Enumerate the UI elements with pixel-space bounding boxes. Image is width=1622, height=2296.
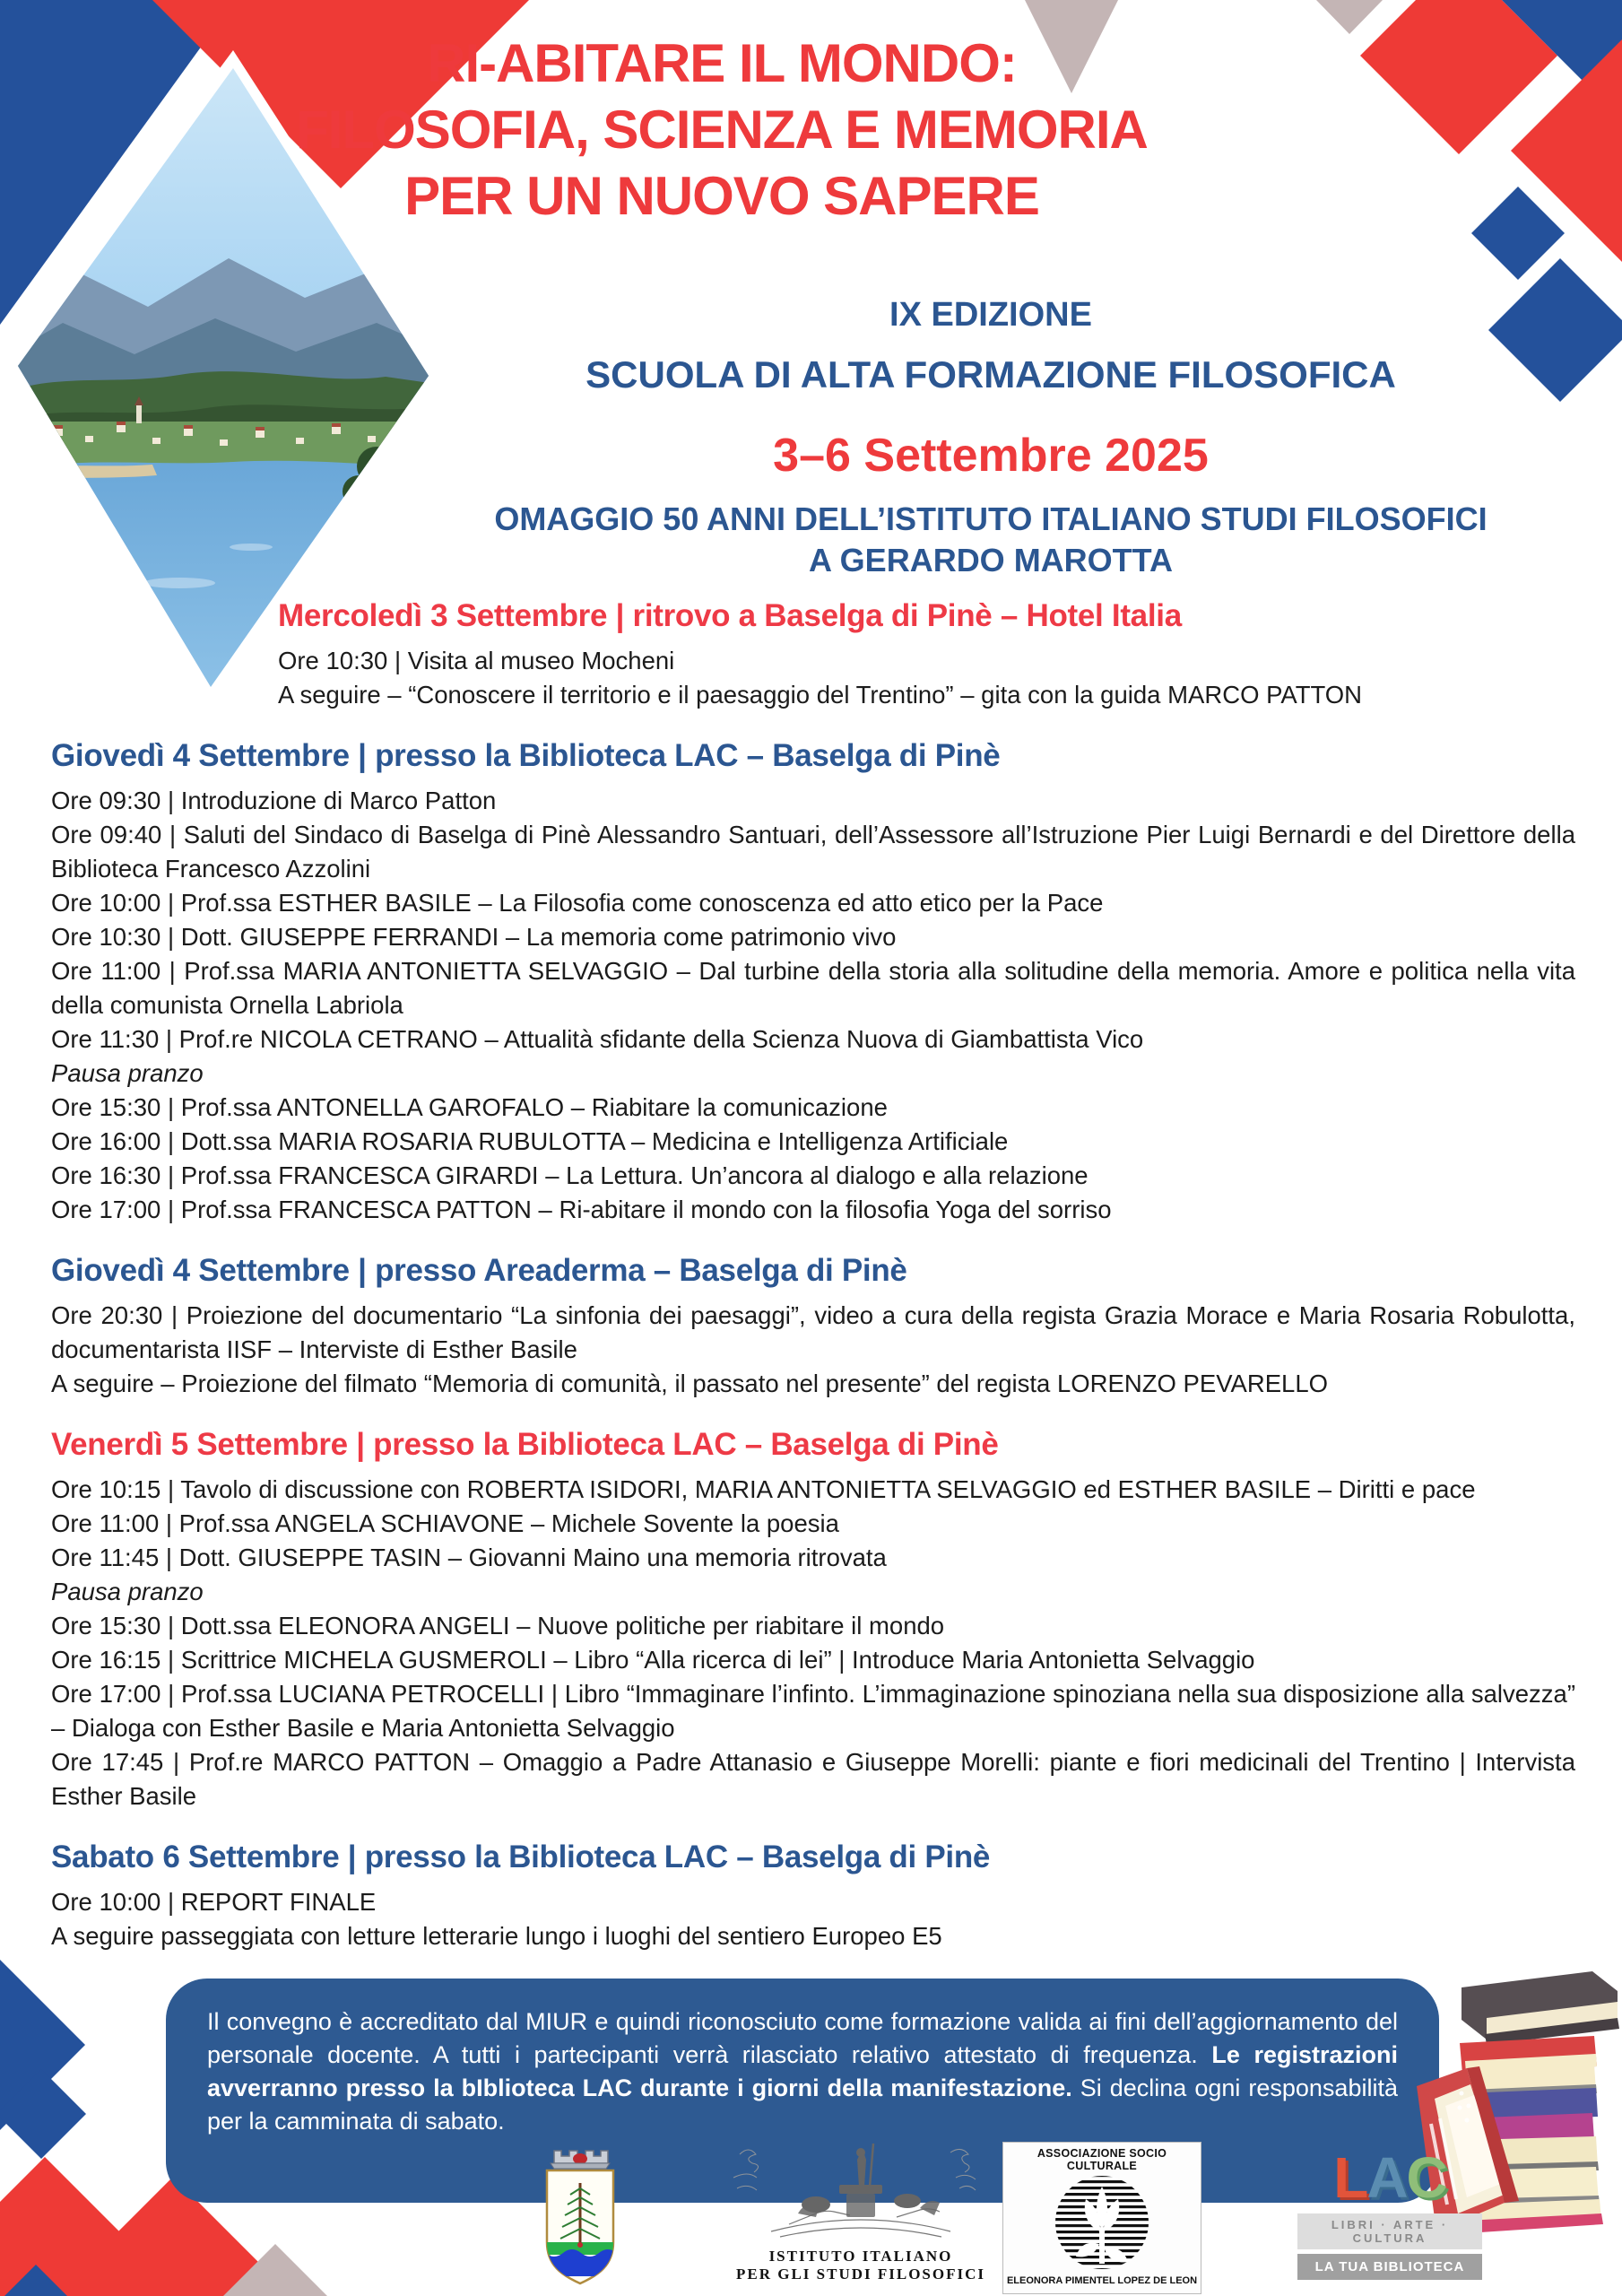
schedule-item: Ore 10:00 | Prof.ssa ESTHER BASILE – La Filosofia come conoscenza ed atto etico per la Pace	[51, 889, 1104, 917]
lac-letter-a: A	[1366, 2145, 1407, 2210]
associazione-logo	[1002, 2142, 1201, 2294]
schedule-section	[51, 1424, 1575, 1813]
section-heading: Mercoledì 3 Settembre | ritrovo a Baselga di Pinè – Hotel Italia	[278, 598, 1182, 633]
schedule-section	[51, 1837, 1575, 1953]
iisf-logo-text-2: PER GLI STUDI FILOSOFICI	[735, 2266, 986, 2283]
diamond-blue-small	[1471, 187, 1565, 280]
notice-text: Il convegno è accreditato dal MIUR e quindi riconosciuto come formazione valida ai fini dell’aggiornamento del personale docente. A tutti i partecipanti verrà rilasciato relativo attestato di frequenza.	[207, 2008, 1398, 2068]
title-line-3: PER UN NUOVO SAPERE	[404, 166, 1039, 226]
poster-title	[247, 30, 1197, 230]
section-heading: Giovedì 4 Settembre | presso la Biblioteca LAC – Baselga di Pinè	[51, 738, 1001, 773]
lac-subtitle: LA TUA BIBLIOTECA	[1297, 2254, 1482, 2280]
schedule-section	[51, 596, 1575, 712]
school-label: SCUOLA DI ALTA FORMAZIONE FILOSOFICA	[585, 353, 1396, 396]
schedule-item: Ore 15:30 | Prof.ssa ANTONELLA GAROFALO – Riabitare la comunicazione	[51, 1093, 888, 1121]
schedule-item: A seguire – “Conoscere il territorio e il paesaggio del Trentino” – gita con la guida MARCO PATTON	[278, 681, 1363, 709]
schedule-section	[51, 735, 1575, 1227]
homage-line-1: OMAGGIO 50 ANNI DELL’ISTITUTO ITALIANO STUDI FILOSOFICI	[494, 500, 1488, 537]
schedule-item: Ore 17:45 | Prof.re MARCO PATTON – Omaggio a Padre Attanasio e Giuseppe Morelli: piante e fiori medicinali del Trentino | Intervista Esther Basile	[51, 1748, 1575, 1810]
title-line-2: FILOSOFIA, SCIENZA E MEMORIA	[296, 100, 1148, 160]
schedule-item: Pausa pranzo	[51, 1059, 204, 1087]
schedule-item: Ore 10:15 | Tavolo di discussione con ROBERTA ISIDORI, MARIA ANTONIETTA SELVAGGIO ed ESTHER BASILE – Diritti e pace	[51, 1475, 1476, 1503]
schedule-item: Ore 17:00 | Prof.ssa LUCIANA PETROCELLI | Libro “Immaginare l’infinto. L’immaginazione spinoziana nella sua disposizione alla salvezza” – Dialoga con Esther Basile e Maria Antonietta Selvaggio	[51, 1680, 1575, 1742]
schedule-item: Ore 20:30 | Proiezione del documentario “La sinfonia dei paesaggi”, video a cura della regista Grazia Morace e Maria Rosaria Robulotta, documentarista IISF – Interviste di Esther Basile	[51, 1301, 1575, 1363]
diamond-mauve-small	[1316, 0, 1383, 34]
schedule-item: A seguire – Proiezione del filmato “Memoria di comunità, il passato nel presente” del regista LORENZO PEVARELLO	[51, 1370, 1329, 1397]
associazione-logo-title: ASSOCIAZIONE SOCIO CULTURALE	[1037, 2147, 1167, 2172]
schedule-item: Ore 10:00 | REPORT FINALE	[51, 1888, 377, 1916]
edition-label: IX EDIZIONE	[889, 296, 1092, 334]
schedule-item: Ore 11:45 | Dott. GIUSEPPE TASIN – Giovanni Maino una memoria ritrovata	[51, 1544, 887, 1571]
schedule-item: Pausa pranzo	[51, 1578, 204, 1605]
schedule-item: Ore 11:00 | Prof.ssa MARIA ANTONIETTA SELVAGGIO – Dal turbine della storia alla solitudine della memoria. Amore e politica nella vita della comunista Ornella Labriola	[51, 957, 1575, 1019]
lac-logo	[1297, 2145, 1482, 2280]
section-heading: Giovedì 4 Settembre | presso Areaderma – Baselga di Pinè	[51, 1253, 907, 1288]
schedule-item: Ore 16:15 | Scrittrice MICHELA GUSMEROLI – Libro “Alla ricerca di lei” | Introduce Maria Antonietta Selvaggio	[51, 1646, 1255, 1674]
homage-line-2: A GERARDO MAROTTA	[809, 542, 1173, 578]
lac-tagline: LIBRI · ARTE · CULTURA	[1297, 2213, 1482, 2249]
schedule-item: Ore 09:40 | Saluti del Sindaco di Baselga di Pinè Alessandro Santuari, dell’Assessore all’Istruzione Pier Luigi Bernardi e del Direttore della Biblioteca Francesco Azzolini	[51, 821, 1575, 883]
lac-letter-l: L	[1333, 2145, 1367, 2210]
iisf-logo-text-1: ISTITUTO ITALIANO	[768, 2248, 953, 2265]
schedule-item: A seguire passeggiata con letture letterarie lungo i luoghi del sentiero Europeo E5	[51, 1922, 942, 1950]
schedule-item: Ore 17:00 | Prof.ssa FRANCESCA PATTON – Ri-abitare il mondo con la filosofia Yoga del sorriso	[51, 1196, 1112, 1223]
schedule-item: Ore 11:00 | Prof.ssa ANGELA SCHIAVONE – Michele Sovente la poesia	[51, 1509, 839, 1537]
schedule-item: Ore 09:30 | Introduzione di Marco Patton	[51, 787, 497, 814]
title-line-1: RI-ABITARE IL MONDO:	[427, 33, 1017, 93]
schedule	[51, 596, 1575, 1953]
associazione-logo-subtitle: ELEONORA PIMENTEL LOPEZ DE LEON	[1006, 2275, 1198, 2286]
notice-text-bold: Le registrazioni avverranno presso la bIblioteca LAC durante i giorni della manifestazione.	[207, 2041, 1399, 2101]
schedule-item: Ore 10:30 | Dott. GIUSEPPE FERRANDI – La memoria come patrimonio vivo	[51, 923, 897, 951]
homage-label	[359, 499, 1622, 581]
schedule-item: Ore 10:30 | Visita al museo Mocheni	[278, 647, 675, 674]
notice-text: Si declina ogni responsabilità per la camminata di sabato.	[207, 2074, 1398, 2135]
section-heading: Sabato 6 Settembre | presso la Biblioteca LAC – Baselga di Pinè	[51, 1839, 991, 1874]
lac-letter-c: C	[1406, 2145, 1446, 2210]
schedule-section	[51, 1250, 1575, 1401]
tulip-icon	[1044, 2172, 1160, 2273]
lac-letters	[1297, 2145, 1482, 2210]
event-dates: 3–6 Settembre 2025	[773, 430, 1209, 482]
schedule-item: Ore 16:30 | Prof.ssa FRANCESCA GIRARDI – La Lettura. Un’ancora al dialogo e alla relazione	[51, 1161, 1089, 1189]
schedule-item: Ore 15:30 | Dott.ssa ELEONORA ANGELI – Nuove politiche per riabitare il mondo	[51, 1612, 945, 1639]
schedule-item: Ore 11:30 | Prof.re NICOLA CETRANO – Attualità sfidante della Scienza Nuova di Giambattista Vico	[51, 1025, 1144, 1053]
schedule-item: Ore 16:00 | Dott.ssa MARIA ROSARIA RUBULOTTA – Medicina e Intelligenza Artificiale	[51, 1127, 1009, 1155]
section-heading: Venerdì 5 Settembre | presso la Biblioteca LAC – Baselga di Pinè	[51, 1427, 999, 1462]
municipal-crest-logo	[527, 2144, 633, 2294]
